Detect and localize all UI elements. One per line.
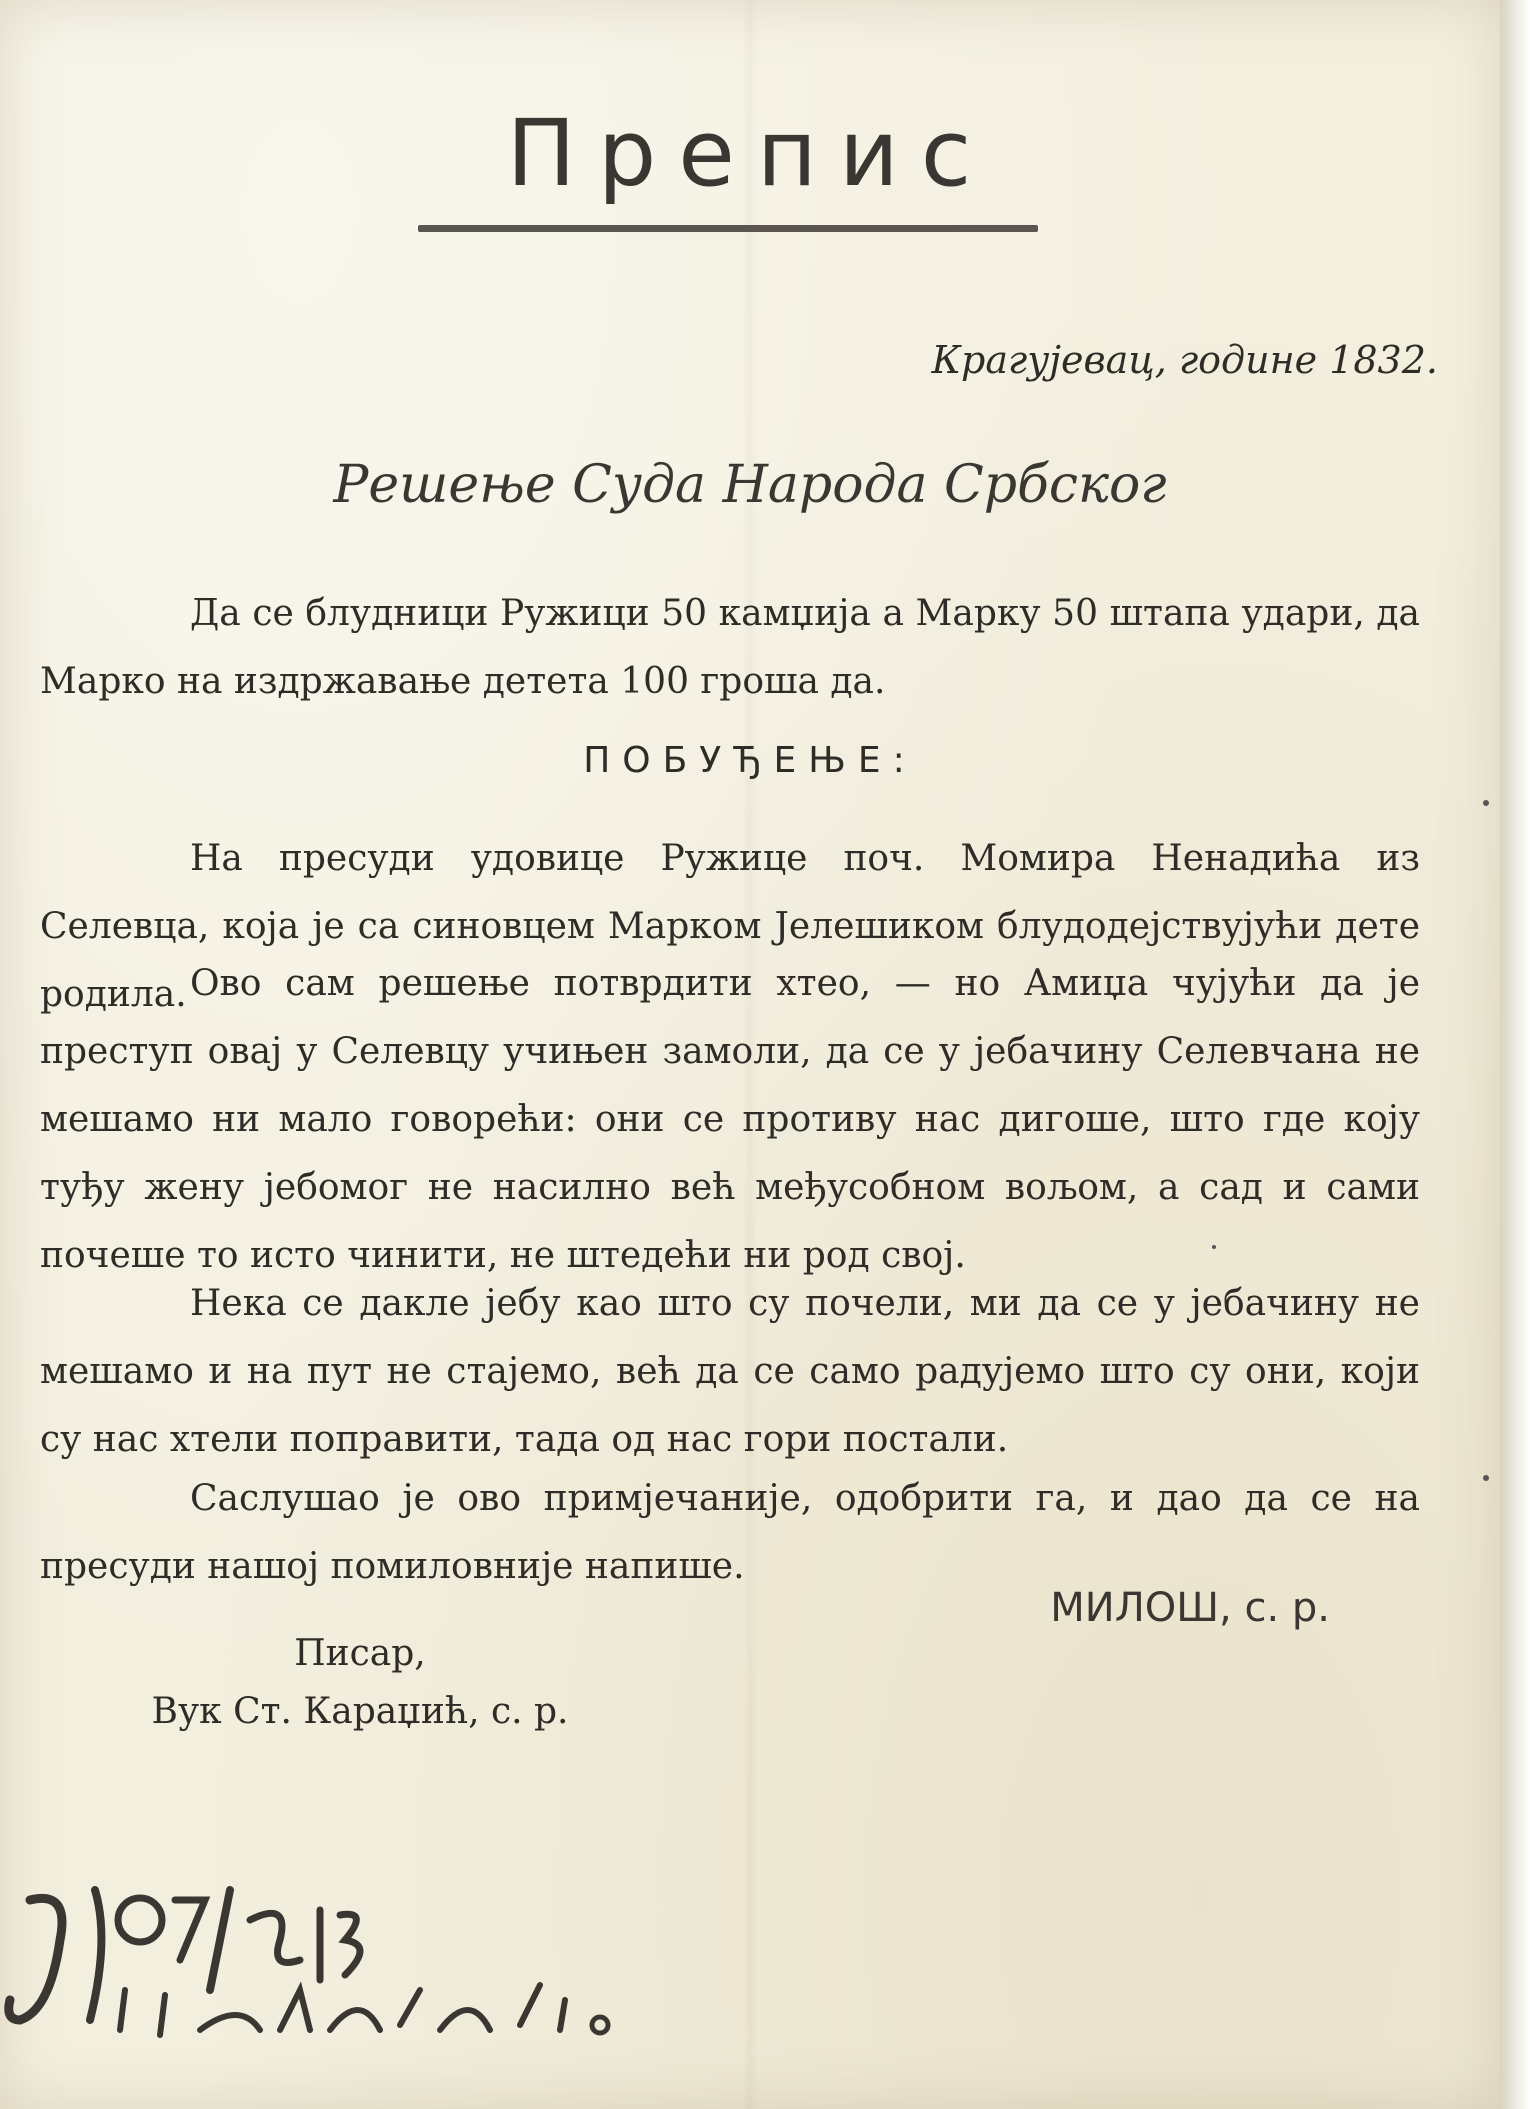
scribe-block xyxy=(150,1625,570,1741)
document-title: Препис xyxy=(506,100,994,207)
approval-paragraph-body: Саслушао је ово примјечаније, одобрити га, и дао да се на пресуди нашој помиловније напише. xyxy=(40,1478,1420,1587)
reasons-heading: ПОБУЂЕЊЕ: xyxy=(583,740,917,781)
ink-spot xyxy=(1212,1245,1216,1249)
reasoning-paragraph xyxy=(40,950,1420,1290)
conclusion-paragraph xyxy=(40,1270,1420,1474)
place-date: Крагујевац, године 1832. xyxy=(931,338,1438,382)
decision-text xyxy=(40,580,1420,716)
ink-spot xyxy=(1483,1475,1489,1481)
title-underline xyxy=(418,225,1038,232)
decision-heading: Решење Суда Народа Србског xyxy=(333,455,1167,515)
archive-handwritten-note xyxy=(0,1880,640,2050)
prince-signature: МИЛОШ, с. р. xyxy=(1050,1585,1330,1631)
conclusion-paragraph-body: Нека се дакле јебу као што су почели, ми да се у јебачину не мешамо и на пут не стајемо, већ да се само радујемо што су они, који су нас хтели поправити, тада од нас гори постали. xyxy=(40,1283,1420,1460)
case-paragraph-body: На пресуди удовице Ружице поч. Момира Ненадића из Селевца, која је са синовцем Марком Јелешиком блудодејствујући дете родила. xyxy=(40,838,1420,1015)
scribe-title: Писар, xyxy=(294,1633,426,1674)
ink-spot xyxy=(1483,800,1489,806)
approval-paragraph xyxy=(40,1465,1420,1601)
decision-text-body: Да се блудници Ружици 50 камџија а Марку 50 штапа удари, да Марко на издржавање детета 100 гроша да. xyxy=(40,593,1420,702)
reasoning-paragraph-body: Ово сам решење потврдити хтео, — но Амиџа чујући да је преступ овај у Селевцу учињен замоли, да се у јебачину Селевчана не мешамо ни мало говорећи: они се противу нас дигоше, што где коју туђу жену јебомог не насилно већ међусобном вољом, а сад и сами почеше то исто чинити, не штедећи ни род свој. xyxy=(40,963,1420,1276)
scribe-name: Вук Ст. Караџић, с. р. xyxy=(151,1691,569,1732)
page-edge xyxy=(1500,0,1530,2109)
